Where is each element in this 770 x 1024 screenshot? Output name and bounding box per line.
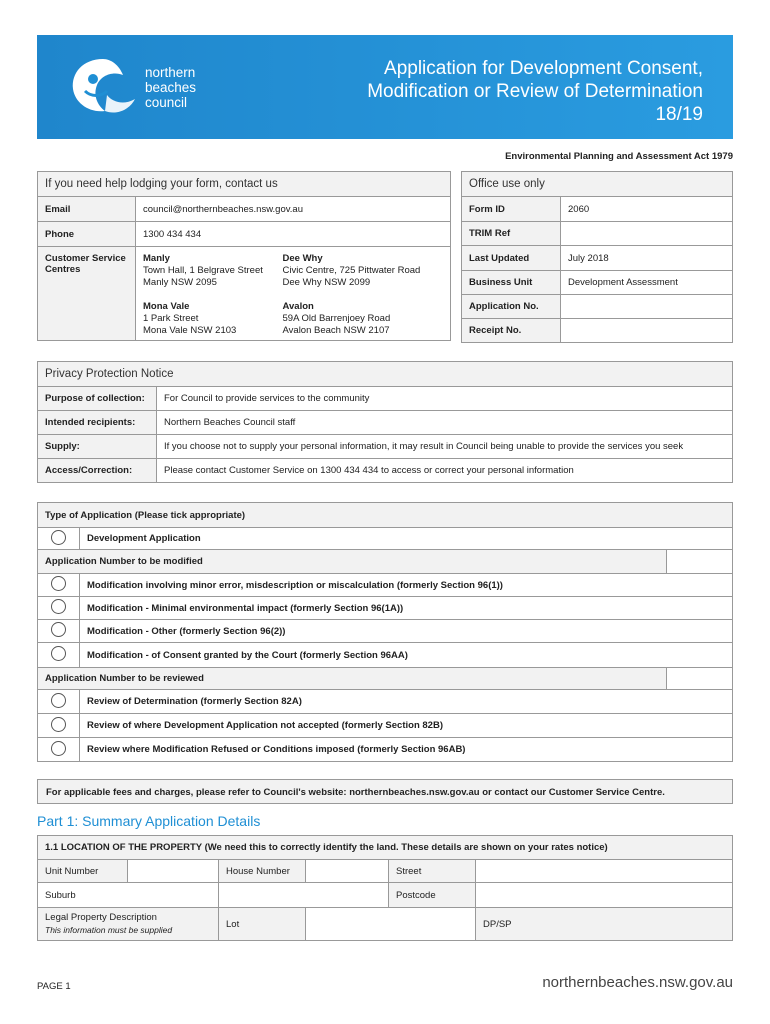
centre-line: 59A Old Barrenjoey Road <box>282 313 391 324</box>
centre-name: Mona Vale <box>143 301 190 312</box>
help-contact-table <box>37 171 451 341</box>
location-table <box>37 835 733 941</box>
centre-name: Avalon <box>282 301 314 312</box>
title-line: Modification or Review of Determination <box>367 81 703 102</box>
centre-line: Mona Vale NSW 2103 <box>143 325 237 336</box>
legal-note: This information must be supplied <box>45 925 173 935</box>
review-option: Review where Modification Refused or Conditions imposed (formerly Section 96AB) <box>80 738 733 762</box>
development-radio[interactable] <box>38 528 80 550</box>
radio-button[interactable] <box>51 717 66 732</box>
phone-value: 1300 434 434 <box>136 222 451 247</box>
review-radio[interactable] <box>38 738 80 762</box>
street-label: Street <box>389 860 476 883</box>
privacy-label: Supply: <box>38 435 157 459</box>
form-title <box>283 57 703 126</box>
review-radio[interactable] <box>38 690 80 714</box>
application-no-label: Application No. <box>462 295 561 319</box>
application-heading: Type of Application (Please tick appropriate) <box>38 503 733 528</box>
title-line: 18/19 <box>655 104 703 125</box>
business-unit-value: Development Assessment <box>561 271 733 295</box>
radio-button[interactable] <box>51 741 66 756</box>
postcode-label: Postcode <box>389 883 476 908</box>
act-reference: Environmental Planning and Assessment Act 1979 <box>505 151 733 162</box>
help-heading: If you need help lodging your form, contact us <box>38 172 451 197</box>
modification-radio[interactable] <box>38 643 80 668</box>
centre-line: Civic Centre, 725 Pittwater Road <box>282 265 421 276</box>
website-url[interactable]: northernbeaches.nsw.gov.au <box>542 974 733 991</box>
postcode-field[interactable] <box>476 883 733 908</box>
part1-title: Part 1: Summary Application Details <box>37 813 261 829</box>
office-use-table <box>461 171 733 343</box>
legal-description-label: Legal Property Description <box>45 912 157 923</box>
centres-label: Customer Service Centres <box>38 247 136 341</box>
logo-line: council <box>145 95 188 110</box>
email-label: Email <box>38 197 136 222</box>
radio-button[interactable] <box>51 530 66 545</box>
modification-radio[interactable] <box>38 574 80 597</box>
suburb-field[interactable] <box>219 883 389 908</box>
modification-radio[interactable] <box>38 620 80 643</box>
lot-label: Lot <box>219 908 306 941</box>
privacy-value: If you choose not to supply your personal information, it may result in Council being unable to provide the services you seek <box>157 435 733 459</box>
office-heading: Office use only <box>462 172 733 197</box>
unit-number-field[interactable] <box>128 860 219 883</box>
trim-ref-label: TRIM Ref <box>462 222 561 246</box>
privacy-heading: Privacy Protection Notice <box>38 362 733 387</box>
centres-col-1 <box>136 247 276 341</box>
modification-option: Modification involving minor error, misdescription or miscalculation (formerly Section 96(1)) <box>80 574 733 597</box>
last-updated-label: Last Updated <box>462 246 561 271</box>
logo-line: beaches <box>145 80 197 95</box>
modification-radio[interactable] <box>38 597 80 620</box>
last-updated-value: July 2018 <box>561 246 733 271</box>
form-id-label: Form ID <box>462 197 561 222</box>
privacy-value: Please contact Customer Service on 1300 434 434 to access or correct your personal information <box>157 459 733 483</box>
modification-option: Modification - of Consent granted by the Court (formerly Section 96AA) <box>80 643 733 668</box>
phone-label: Phone <box>38 222 136 247</box>
suburb-label: Suburb <box>38 883 219 908</box>
centre-name: Manly <box>143 253 170 264</box>
modified-number-field[interactable] <box>666 550 732 574</box>
form-id-value: 2060 <box>561 197 733 222</box>
application-no-field[interactable] <box>561 295 733 319</box>
fees-notice: For applicable fees and charges, please refer to Council's website: northernbeaches.nsw.gov.au or contact our Customer Service Centre. <box>37 779 733 804</box>
centre-line: Avalon Beach NSW 2107 <box>282 325 390 336</box>
council-name <box>145 65 196 110</box>
house-number-field[interactable] <box>306 860 389 883</box>
reviewed-number-field[interactable] <box>666 668 732 690</box>
email-value[interactable]: council@northernbeaches.nsw.gov.au <box>136 197 451 222</box>
dpsp-label: DP/SP <box>483 918 512 930</box>
privacy-label: Purpose of collection: <box>38 387 157 411</box>
centre-line: 1 Park Street <box>143 313 199 324</box>
reviewed-number-label: Application Number to be reviewed <box>38 668 667 690</box>
privacy-value: Northern Beaches Council staff <box>157 411 733 435</box>
modified-number-label: Application Number to be modified <box>38 550 667 574</box>
receipt-no-label: Receipt No. <box>462 319 561 343</box>
centre-line: Town Hall, 1 Belgrave Street <box>143 265 263 276</box>
modification-option: Modification - Minimal environmental impact (formerly Section 96(1A)) <box>80 597 733 620</box>
development-option: Development Application <box>80 528 733 550</box>
review-radio[interactable] <box>38 714 80 738</box>
council-logo-icon <box>67 55 139 117</box>
header-banner <box>37 35 733 139</box>
legal-description-cell <box>38 908 219 941</box>
radio-button[interactable] <box>51 599 66 614</box>
title-line: Application for Development Consent, <box>384 58 703 79</box>
radio-button[interactable] <box>51 622 66 637</box>
review-option: Review of where Development Application not accepted (formerly Section 82B) <box>80 714 733 738</box>
modification-option: Modification - Other (formerly Section 96(2)) <box>80 620 733 643</box>
privacy-table <box>37 361 733 483</box>
receipt-no-field[interactable] <box>561 319 733 343</box>
centre-line: Manly NSW 2095 <box>143 277 217 288</box>
house-number-label: House Number <box>219 860 306 883</box>
trim-ref-field[interactable] <box>561 222 733 246</box>
privacy-label: Intended recipients: <box>38 411 157 435</box>
business-unit-label: Business Unit <box>462 271 561 295</box>
radio-button[interactable] <box>51 693 66 708</box>
application-type-table <box>37 502 733 762</box>
radio-button[interactable] <box>51 646 66 661</box>
lot-field[interactable] <box>306 908 476 941</box>
unit-number-label: Unit Number <box>38 860 128 883</box>
radio-button[interactable] <box>51 576 66 591</box>
location-heading: 1.1 LOCATION OF THE PROPERTY (We need this to correctly identify the land. These details are shown on your rates notice) <box>38 836 733 860</box>
centre-line: Dee Why NSW 2099 <box>282 277 371 288</box>
centres-col-2 <box>276 247 451 341</box>
privacy-value: For Council to provide services to the community <box>157 387 733 411</box>
review-option: Review of Determination (formerly Section 82A) <box>80 690 733 714</box>
centre-name: Dee Why <box>282 253 323 264</box>
logo-line: northern <box>145 65 196 80</box>
page-number: PAGE 1 <box>37 981 71 992</box>
street-field[interactable] <box>476 860 733 883</box>
dpsp-cell[interactable] <box>476 908 733 941</box>
privacy-label: Access/Correction: <box>38 459 157 483</box>
